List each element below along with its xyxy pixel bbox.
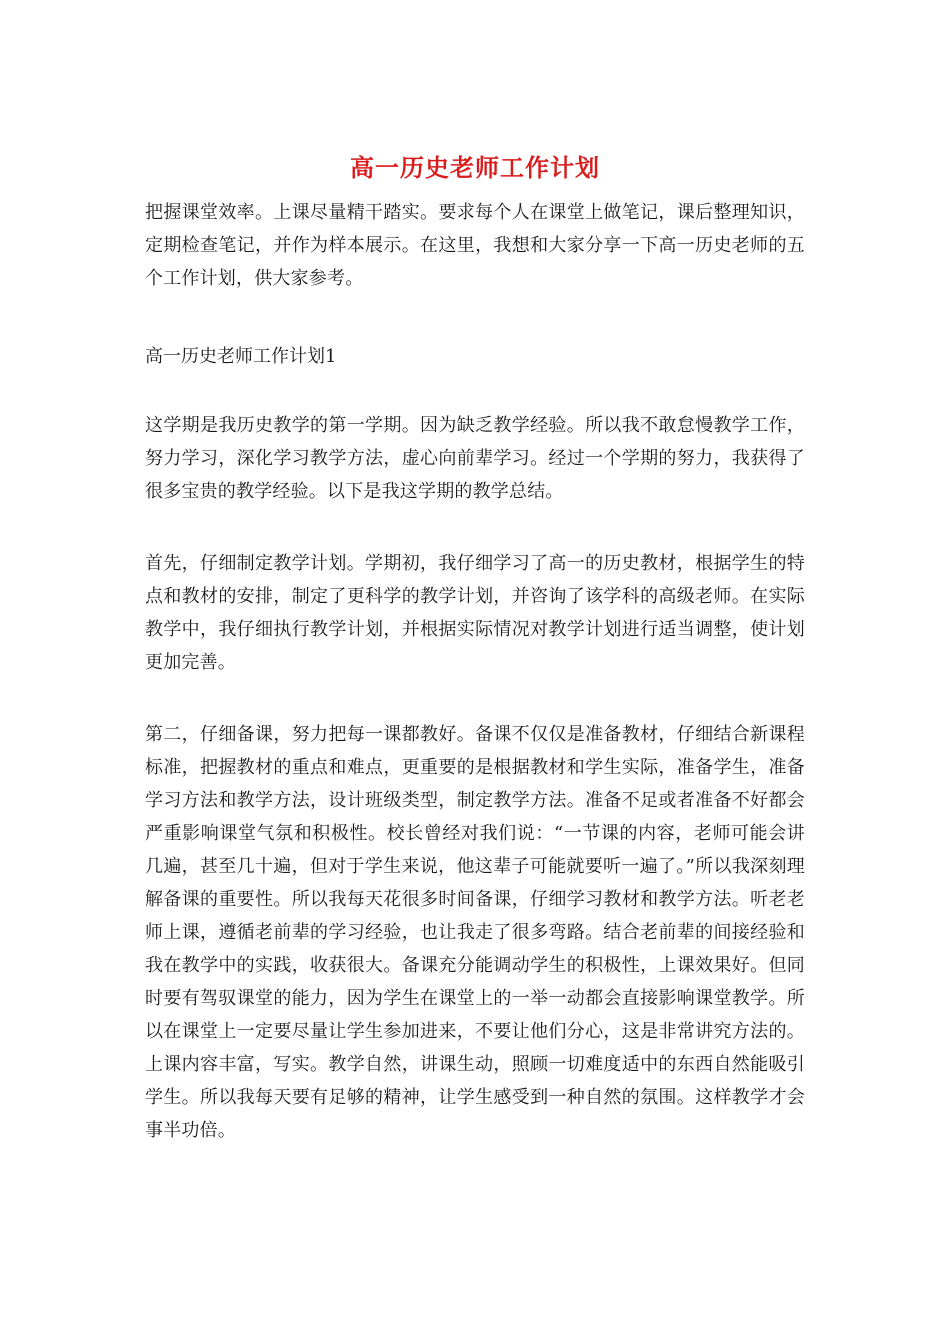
document-title: 高一历史老师工作计划 (350, 153, 600, 182)
body-paragraph-2: 首先，仔细制定教学计划。学期初，我仔细学习了高一的历史教材，根据学生的特点和教材的安排，制定了更科学的教学计划，并咨询了该学科的高级老师。在实际教学中，我仔细执行教学计划，并根据实际情况对教学计划进行适当调整，使计划更加完善。 (145, 553, 805, 673)
document-body (145, 196, 805, 1186)
body-paragraph-3: 第二，仔细备课，努力把每一课都教好。备课不仅仅是准备教材，仔细结合新课程标准，把握教材的重点和难点，更重要的是根据教材和学生实际，准备学生，准备学习方法和教学方法，设计班级类型，制定教学方法。准备不足或者准备不好都会严重影响课堂气氛和积极性。校长曾经对我们说：“一节课的内容，老师可能会讲几遍，甚至几十遍，但对于学生来说，他这辈子可能就要听一遍了。”所以我深刻理解备课的重要性。所以我每天花很多时间备课，仔细学习教材和教学方法。听老老师上课，遵循老前辈的学习经验，也让我走了很多弯路。结合老前辈的间接经验和我在教学中的实践，收获很大。备课充分能调动学生的积极性，上课效果好。但同时要有驾驭课堂的能力，因为学生在课堂上的一举一动都会直接影响课堂教学。所以在课堂上一定要尽量让学生参加进来，不要让他们分心，这是非常讲究方法的。上课内容丰富，写实。教学自然，讲课生动，照顾一切难度适中的东西自然能吸引学生。所以我每天要有足够的精神，让学生感受到一种自然的氛围。这样教学才会事半功倍。 (145, 724, 805, 1141)
body-paragraph-1: 这学期是我历史教学的第一学期。因为缺乏教学经验。所以我不敢怠慢教学工作，努力学习，深化学习教学方法，虚心向前辈学习。经过一个学期的努力，我获得了很多宝贵的教学经验。以下是我这学期的教学总结。 (145, 415, 805, 502)
intro-paragraph: 把握课堂效率。上课尽量精干踏实。要求每个人在课堂上做笔记，课后整理知识，定期检查笔记，并作为样本展示。在这里，我想和大家分享一下高一历史老师的五个工作计划，供大家参考。 (145, 202, 805, 289)
section-heading: 高一历史老师工作计划1 (145, 346, 337, 367)
